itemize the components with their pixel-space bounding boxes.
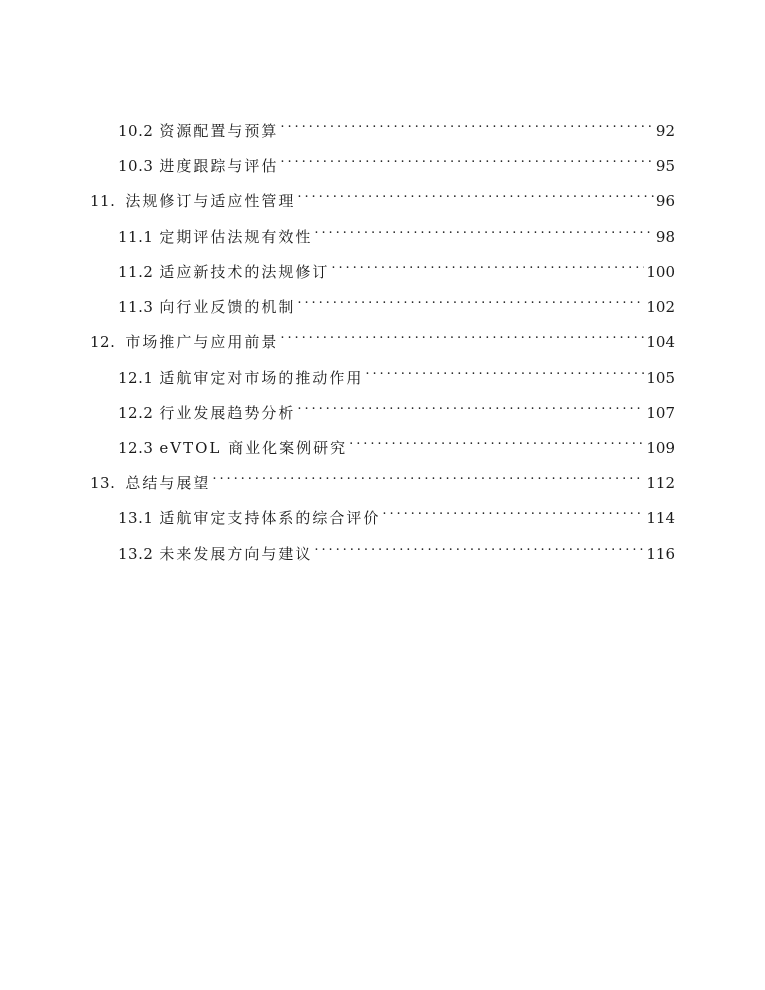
toc-entry-page: 107 [646,404,675,422]
toc-entry-number: 13.2 [118,545,154,563]
toc-entry-page: 98 [655,228,675,246]
dot-leader [365,359,644,383]
toc-entry-number: 11. [90,192,116,210]
toc-entry-title: 适应新技术的法规修订 [159,263,330,281]
toc-entry[interactable] [90,464,675,492]
toc-entry-title: 定期评估法规有效性 [159,228,313,246]
toc-entry-title: eVTOL 商业化案例研究 [159,439,348,457]
dot-leader [297,182,654,206]
toc-entry-number: 12.1 [118,369,154,387]
dot-leader [331,253,644,277]
toc-entry-number: 11.2 [118,263,154,281]
dot-leader [297,288,644,312]
toc-entry-title: 适航审定支持体系的综合评价 [159,509,381,527]
toc-entry-title: 市场推广与应用前景 [125,333,279,351]
toc-entry[interactable] [118,429,675,457]
dot-leader [297,394,644,418]
toc-entry-number: 11.1 [118,228,154,246]
toc-entry[interactable] [118,499,675,527]
toc-entry-page: 116 [646,545,675,563]
toc-entry[interactable] [118,394,675,422]
dot-leader [212,464,644,488]
toc-entry[interactable] [90,323,675,351]
toc-entry-number: 13.1 [118,509,154,527]
dot-leader [314,218,653,242]
toc-entry-page: 104 [646,333,675,351]
dot-leader [349,429,644,453]
toc-entry[interactable] [118,359,675,387]
toc-entry-title: 资源配置与预算 [159,122,279,140]
toc-entry-title: 适航审定对市场的推动作用 [159,369,364,387]
toc-entry-page: 102 [646,298,675,316]
toc-entry-number: 13. [90,474,116,492]
toc-entry[interactable] [118,535,675,563]
dot-leader [280,323,644,347]
toc-entry-title: 行业发展趋势分析 [159,404,296,422]
toc-entry-page: 96 [655,192,675,210]
toc-entry-title: 法规修订与适应性管理 [125,192,296,210]
dot-leader [382,499,644,523]
toc-entry[interactable] [118,218,675,246]
toc-entry-title: 总结与展望 [125,474,211,492]
toc-entry[interactable] [118,147,675,175]
toc-entry-title: 未来发展方向与建议 [159,545,313,563]
toc-entry-number: 10.3 [118,157,154,175]
toc-entry-page: 92 [655,122,675,140]
dot-leader [280,147,653,171]
toc-entry[interactable] [118,288,675,316]
toc-entry-page: 112 [646,474,675,492]
toc-entry-number: 10.2 [118,122,154,140]
toc-entry[interactable] [90,182,675,210]
toc-entry-number: 11.3 [118,298,154,316]
toc-entry-number: 12.3 [118,439,154,457]
toc-entry-page: 105 [646,369,675,387]
toc-entry-title: 进度跟踪与评估 [159,157,279,175]
dot-leader [314,535,644,559]
toc-entry-number: 12.2 [118,404,154,422]
toc-entry-page: 109 [646,439,675,457]
toc-entry-page: 95 [655,157,675,175]
toc-entry-title: 向行业反馈的机制 [159,298,296,316]
toc-entry-page: 100 [646,263,675,281]
toc-entry-number: 12. [90,333,116,351]
dot-leader [280,112,653,136]
toc-entry[interactable] [118,253,675,281]
toc-entry-page: 114 [646,509,675,527]
toc-entry[interactable] [118,112,675,140]
